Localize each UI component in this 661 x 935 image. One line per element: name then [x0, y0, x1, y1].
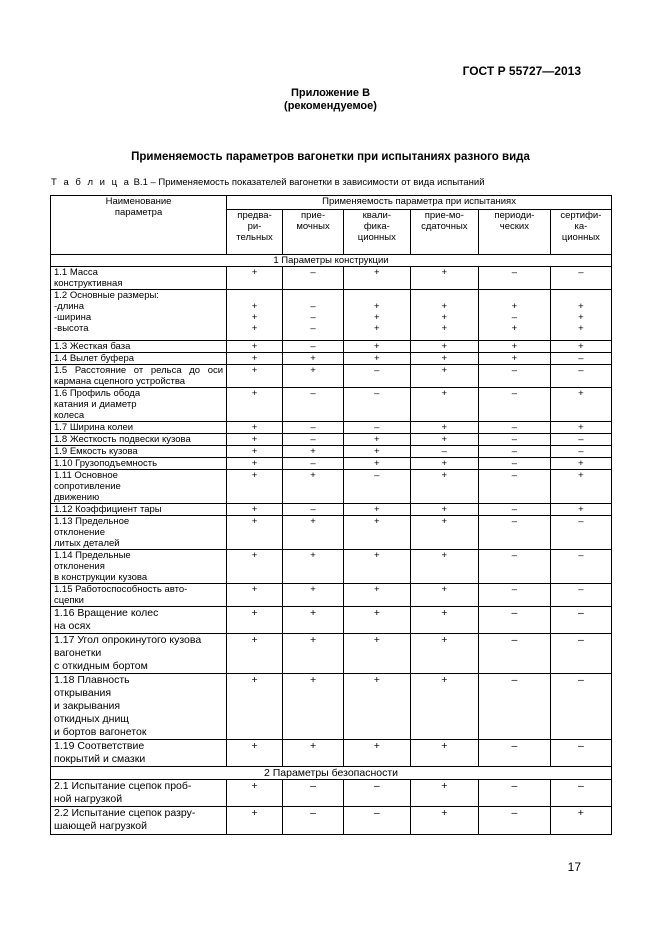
- applicability-cell: +: [282, 674, 343, 740]
- applicability-cell: –: [479, 634, 551, 674]
- applicability-cell: –: [479, 434, 551, 446]
- applicability-cell: +: [550, 341, 611, 353]
- applicability-cell: +: [344, 674, 410, 740]
- applicability-cell: +: [344, 504, 410, 516]
- applicability-cell: +: [410, 584, 479, 607]
- applicability-cell: –: [344, 780, 410, 807]
- table-row: [51, 353, 612, 365]
- applicability-cell: +: [227, 516, 283, 550]
- applicability-cell: +: [282, 365, 343, 388]
- applicability-cell: +: [227, 353, 283, 365]
- applicability-cell: +: [227, 267, 283, 290]
- applicability-cell: –: [282, 458, 343, 470]
- applicability-cell: –: [479, 740, 551, 767]
- applicability-cell: +: [344, 740, 410, 767]
- table-row: [51, 470, 612, 504]
- applicability-cell: +: [344, 446, 410, 458]
- applicability-cell: +: [344, 550, 410, 584]
- parameter-name: 2.1 Испытание сцепок проб- ной нагрузкой: [51, 780, 227, 807]
- col-header: предва- ри- тельных: [227, 210, 283, 255]
- applicability-cell: –: [479, 504, 551, 516]
- parameter-name: 1.13 Предельное отклонение литых деталей: [51, 516, 227, 550]
- applicability-cell: –: [282, 388, 343, 422]
- applicability-cell: –: [282, 434, 343, 446]
- applicability-cell: –: [282, 807, 343, 835]
- applicability-cell: +: [344, 516, 410, 550]
- parameter-name: 1.18 Плавность открывания и закрывания откидных днищ и бортов вагонеток: [51, 674, 227, 740]
- applicability-cell: +: [227, 740, 283, 767]
- applicability-cell: +: [227, 634, 283, 674]
- applicability-cell: +: [344, 584, 410, 607]
- parameter-name: 1.2 Основные размеры: -длина -ширина -высота: [51, 290, 227, 341]
- parameter-name: 1.6 Профиль обода катания и диаметр колеса: [51, 388, 227, 422]
- applicability-cell: –: [550, 267, 611, 290]
- applicability-cell: +: [410, 504, 479, 516]
- parameter-name: 1.3 Жесткая база: [51, 341, 227, 353]
- applicability-cell: +: [344, 458, 410, 470]
- col-header: сертифи- ка- ционных: [550, 210, 611, 255]
- table-row: [51, 504, 612, 516]
- applicability-cell: – – –: [282, 290, 343, 341]
- applicability-cell: –: [479, 550, 551, 584]
- applicability-cell: +: [282, 516, 343, 550]
- applicability-cell: +: [282, 740, 343, 767]
- applicability-cell: +: [479, 353, 551, 365]
- table-row: [51, 634, 612, 674]
- table-caption: [51, 177, 485, 188]
- applicability-cell: + + +: [344, 290, 410, 341]
- applicability-cell: +: [410, 740, 479, 767]
- applicability-cell: –: [479, 458, 551, 470]
- table-row: [51, 388, 612, 422]
- applicability-cell: –: [282, 504, 343, 516]
- parameter-name: 1.16 Вращение колес на осях: [51, 607, 227, 634]
- applicability-cell: +: [410, 434, 479, 446]
- applicability-cell: –: [550, 674, 611, 740]
- applicability-cell: –: [479, 470, 551, 504]
- applicability-cell: +: [410, 353, 479, 365]
- applicability-cell: +: [410, 388, 479, 422]
- table-row: [51, 807, 612, 835]
- applicability-cell: +: [410, 267, 479, 290]
- applicability-cell: +: [550, 470, 611, 504]
- applicability-cell: +: [282, 584, 343, 607]
- applicability-cell: –: [550, 740, 611, 767]
- col-header: прие- мочных: [282, 210, 343, 255]
- applicability-cell: +: [550, 504, 611, 516]
- applicability-cell: –: [479, 365, 551, 388]
- parameter-name: 2.2 Испытание сцепок разру- шающей нагрузкой: [51, 807, 227, 835]
- applicability-cell: –: [479, 607, 551, 634]
- parameter-name: 1.10 Грузоподъемность: [51, 458, 227, 470]
- applicability-cell: + – +: [479, 290, 551, 341]
- applicability-cell: +: [344, 267, 410, 290]
- applicability-cell: +: [344, 434, 410, 446]
- group-header: Применяемость параметра при испытаниях: [227, 196, 612, 210]
- applicability-cell: + + +: [227, 290, 283, 341]
- applicability-cell: –: [282, 341, 343, 353]
- applicability-cell: +: [550, 807, 611, 835]
- applicability-cell: –: [550, 607, 611, 634]
- table-row: [51, 434, 612, 446]
- col-header: прие-мо- сдаточных: [410, 210, 479, 255]
- applicability-cell: +: [227, 550, 283, 584]
- applicability-cell: +: [227, 446, 283, 458]
- applicability-cell: +: [227, 434, 283, 446]
- table-row: [51, 674, 612, 740]
- applicability-cell: +: [479, 341, 551, 353]
- table-row: [51, 446, 612, 458]
- parameter-name: 1.12 Коэффициент тары: [51, 504, 227, 516]
- parameter-name: 1.4 Вылет буфера: [51, 353, 227, 365]
- applicability-cell: –: [479, 388, 551, 422]
- applicability-cell: –: [282, 780, 343, 807]
- applicability-cell: –: [479, 422, 551, 434]
- page-title: Применяемость параметров вагонетки при испытаниях разного вида: [131, 151, 530, 163]
- section-header: 2 Параметры безопасности: [51, 767, 612, 780]
- applicability-cell: +: [550, 422, 611, 434]
- applicability-cell: –: [344, 422, 410, 434]
- applicability-cell: +: [227, 504, 283, 516]
- applicability-cell: –: [410, 446, 479, 458]
- applicability-cell: –: [344, 388, 410, 422]
- parameter-name: 1.8 Жесткость подвески кузова: [51, 434, 227, 446]
- applicability-cell: +: [227, 807, 283, 835]
- applicability-cell: +: [227, 674, 283, 740]
- applicability-cell: –: [344, 807, 410, 835]
- parameter-name: 1.11 Основное сопротивление движению: [51, 470, 227, 504]
- table-row: [51, 780, 612, 807]
- applicability-cell: +: [410, 365, 479, 388]
- table-row: [51, 607, 612, 634]
- applicability-cell: +: [227, 584, 283, 607]
- applicability-cell: + + +: [410, 290, 479, 341]
- applicability-cell: +: [227, 458, 283, 470]
- applicability-cell: –: [282, 422, 343, 434]
- annex-heading: [0, 87, 661, 113]
- applicability-cell: –: [550, 353, 611, 365]
- applicability-cell: +: [344, 341, 410, 353]
- applicability-cell: +: [550, 388, 611, 422]
- parameter-name: 1.14 Предельные отклонения в конструкции кузова: [51, 550, 227, 584]
- applicability-cell: +: [227, 388, 283, 422]
- page-number: 17: [567, 860, 581, 874]
- applicability-cell: +: [410, 470, 479, 504]
- applicability-cell: +: [410, 516, 479, 550]
- table-row: [51, 550, 612, 584]
- col-header: квали- фика- ционных: [344, 210, 410, 255]
- applicability-cell: –: [550, 516, 611, 550]
- parameter-name: 1.17 Угол опрокинутого кузова вагонетки с откидным бортом: [51, 634, 227, 674]
- applicability-cell: +: [344, 607, 410, 634]
- applicability-cell: –: [479, 807, 551, 835]
- table-row: [51, 341, 612, 353]
- applicability-cell: +: [227, 607, 283, 634]
- caption-prefix: Т а б л и ц а: [51, 177, 131, 188]
- table-row: [51, 365, 612, 388]
- applicability-cell: +: [227, 470, 283, 504]
- table-row: [51, 422, 612, 434]
- table-row: [51, 458, 612, 470]
- applicability-cell: +: [227, 422, 283, 434]
- applicability-cell: –: [550, 550, 611, 584]
- parameter-name: 1.5 Расстояние от рельса до оси кармана сцепного устройства: [51, 365, 227, 388]
- applicability-cell: +: [410, 550, 479, 584]
- annex-title: Приложение В: [290, 87, 371, 99]
- applicability-cell: +: [227, 341, 283, 353]
- applicability-cell: +: [410, 341, 479, 353]
- applicability-cell: +: [410, 422, 479, 434]
- table-row: [51, 740, 612, 767]
- applicability-table: [50, 195, 612, 835]
- applicability-cell: –: [344, 365, 410, 388]
- applicability-cell: –: [550, 446, 611, 458]
- applicability-cell: –: [479, 674, 551, 740]
- applicability-cell: +: [410, 674, 479, 740]
- applicability-cell: –: [344, 470, 410, 504]
- applicability-cell: –: [550, 434, 611, 446]
- col-header: периоди- ческих: [479, 210, 551, 255]
- applicability-cell: –: [282, 267, 343, 290]
- applicability-cell: –: [479, 516, 551, 550]
- table-row: [51, 584, 612, 607]
- applicability-cell: + + +: [550, 290, 611, 341]
- applicability-cell: +: [282, 470, 343, 504]
- table-row: [51, 516, 612, 550]
- applicability-cell: +: [227, 365, 283, 388]
- applicability-cell: +: [282, 550, 343, 584]
- parameter-name: 1.1 Масса конструктивная: [51, 267, 227, 290]
- caption-text: В.1 – Применяемость показателей вагонетки в зависимости от вида испытаний: [130, 177, 485, 188]
- applicability-cell: +: [282, 607, 343, 634]
- applicability-cell: +: [550, 458, 611, 470]
- applicability-cell: +: [282, 446, 343, 458]
- param-header: Наименование параметра: [51, 196, 227, 255]
- applicability-cell: +: [410, 780, 479, 807]
- applicability-cell: +: [282, 353, 343, 365]
- applicability-cell: –: [550, 634, 611, 674]
- parameter-name: 1.9 Емкость кузова: [51, 446, 227, 458]
- applicability-cell: +: [410, 607, 479, 634]
- annex-note: (рекомендуемое): [284, 100, 377, 112]
- parameter-name: 1.7 Ширина колеи: [51, 422, 227, 434]
- table-row: [51, 267, 612, 290]
- parameter-name: 1.19 Соответствие покрытий и смазки: [51, 740, 227, 767]
- applicability-cell: +: [410, 634, 479, 674]
- table-row: [51, 290, 612, 341]
- parameter-name: 1.15 Работоспособность авто- сцепки: [51, 584, 227, 607]
- applicability-cell: –: [550, 584, 611, 607]
- applicability-cell: +: [344, 634, 410, 674]
- applicability-cell: +: [344, 353, 410, 365]
- applicability-cell: –: [550, 780, 611, 807]
- applicability-cell: +: [410, 458, 479, 470]
- document-id: ГОСТ Р 55727—2013: [462, 64, 581, 78]
- applicability-cell: –: [550, 365, 611, 388]
- applicability-cell: –: [479, 584, 551, 607]
- applicability-cell: –: [479, 780, 551, 807]
- applicability-cell: –: [479, 267, 551, 290]
- applicability-cell: +: [227, 780, 283, 807]
- applicability-cell: +: [410, 807, 479, 835]
- section-header: 1 Параметры конструкции: [51, 255, 612, 267]
- applicability-cell: +: [282, 634, 343, 674]
- applicability-cell: –: [479, 446, 551, 458]
